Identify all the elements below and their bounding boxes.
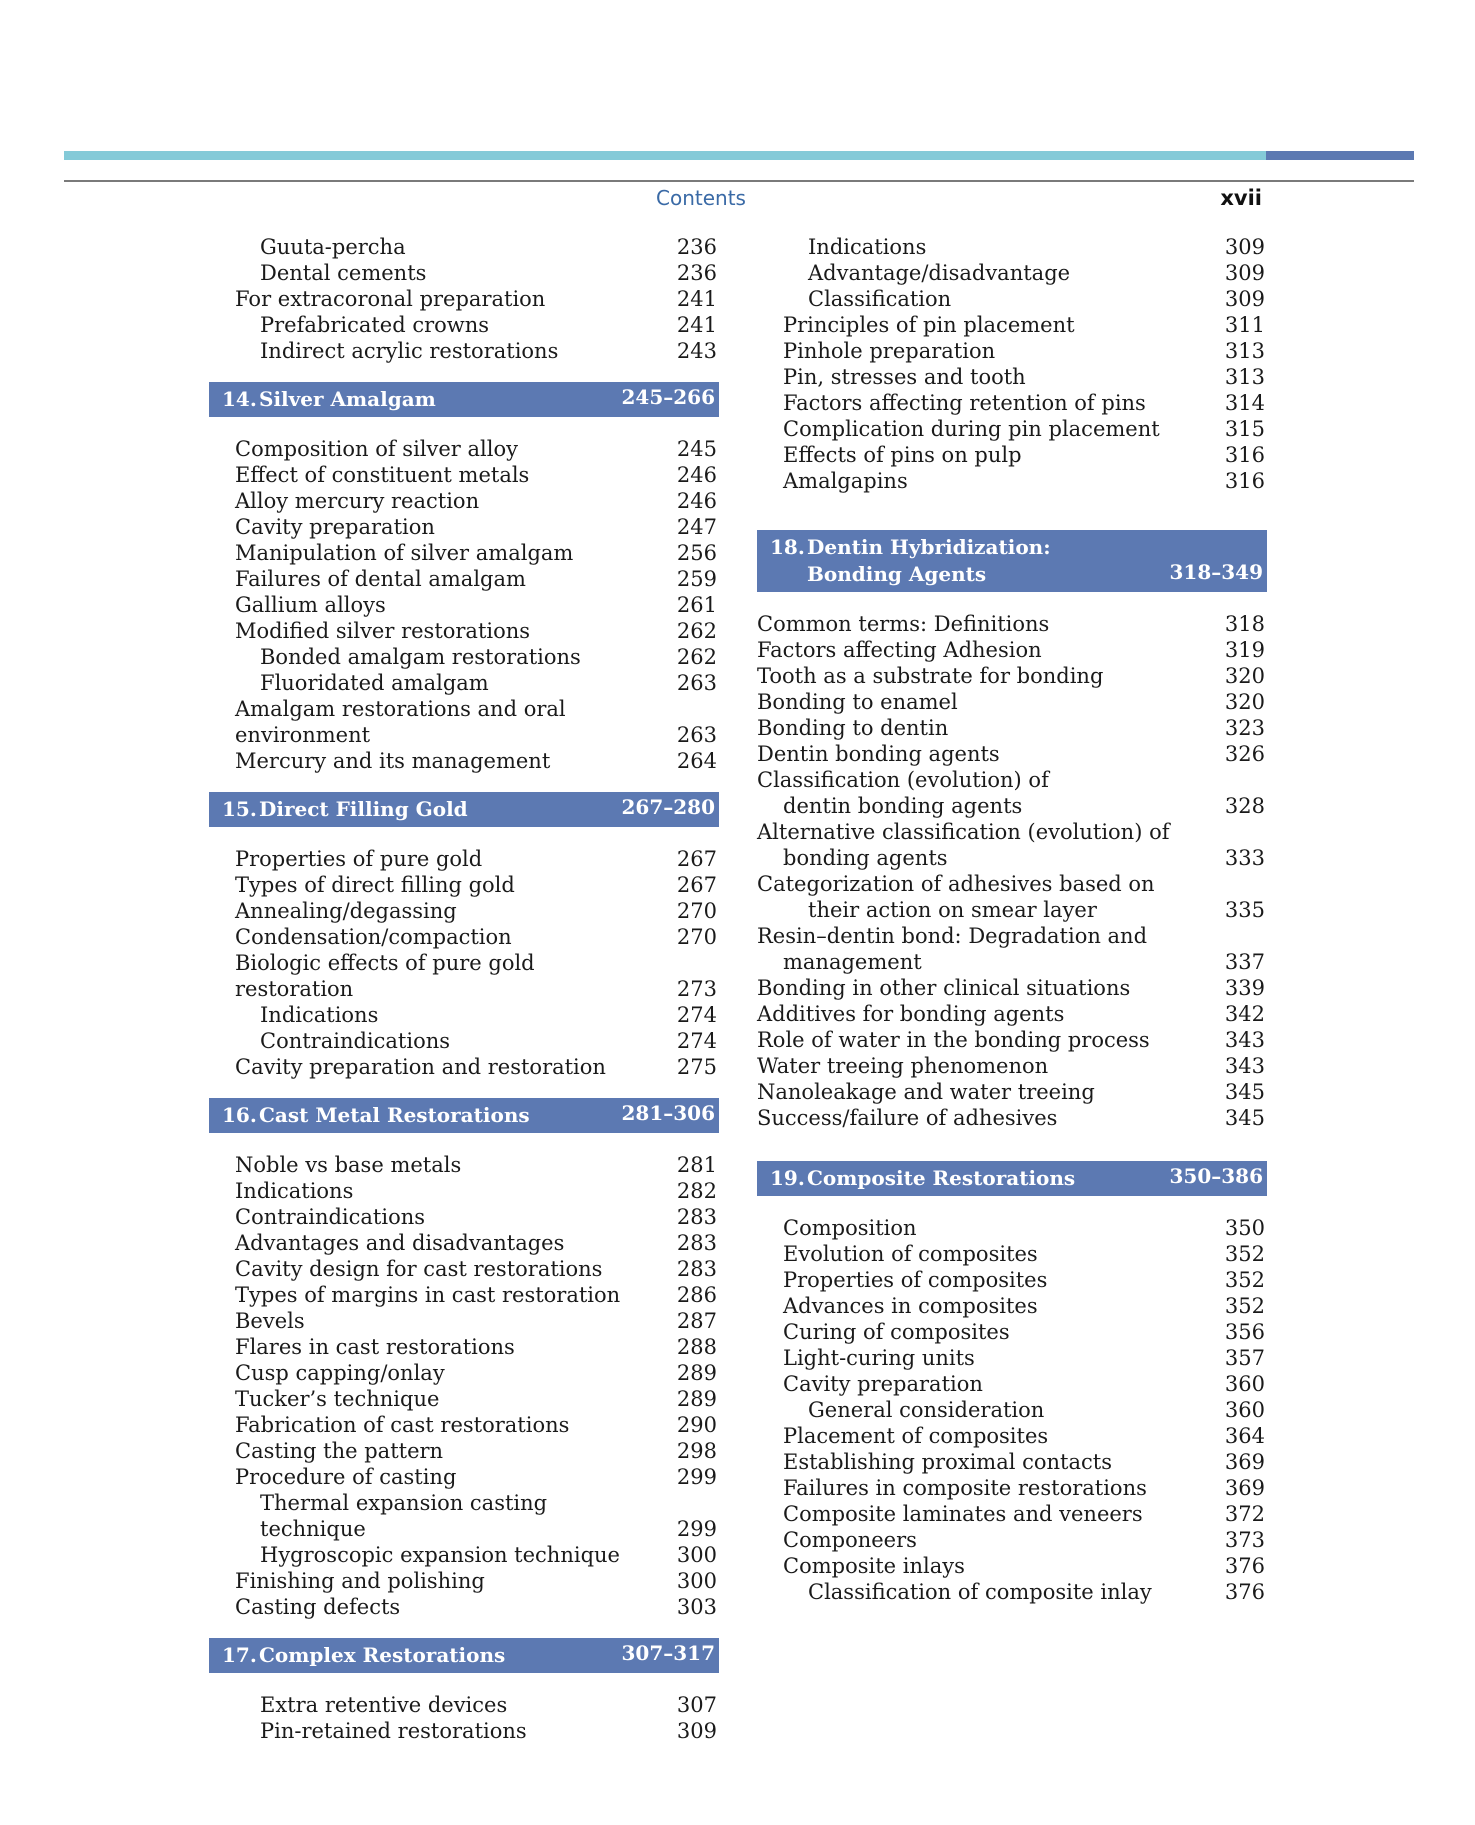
- toc-entry-title: Pin, stresses and tooth: [783, 365, 1026, 389]
- toc-entry-page: 267: [676, 847, 717, 871]
- toc-entry-page: 287: [676, 1309, 717, 1333]
- toc-entry-title: Noble vs base metals: [235, 1153, 462, 1177]
- toc-entry-title: Indications: [808, 235, 927, 259]
- chapter-number: 17.: [222, 1643, 257, 1667]
- toc-entry-title: Modified silver restorations: [235, 619, 531, 643]
- toc-entry[interactable]: [209, 670, 719, 696]
- toc-entry-title: Bonding in other clinical situations: [757, 976, 1131, 1000]
- toc-entry[interactable]: [757, 1423, 1267, 1449]
- toc-entry[interactable]: [209, 1256, 719, 1282]
- toc-entry[interactable]: [209, 1360, 719, 1386]
- toc-entry-page: 313: [1224, 365, 1265, 389]
- toc-entry-title: Bonding to dentin: [757, 716, 949, 740]
- toc-entry[interactable]: [757, 767, 1267, 819]
- toc-entry[interactable]: [209, 1152, 719, 1178]
- toc-entry-page: 283: [676, 1257, 717, 1281]
- toc-entry-page: 360: [1224, 1398, 1265, 1422]
- toc-entry[interactable]: [757, 871, 1267, 923]
- toc-entry-title: [757, 819, 1267, 871]
- toc-entry-title: Bonding to enamel: [757, 690, 958, 714]
- toc-entry-page: 259: [676, 567, 717, 591]
- toc-entry-page: 256: [676, 541, 717, 565]
- toc-entry-page: 323: [1224, 716, 1265, 740]
- toc-entry-title-line: Resin–dentin bond: Degradation and: [757, 924, 1148, 948]
- header-rule: [64, 180, 1414, 182]
- toc-entry-page: 376: [1224, 1554, 1265, 1578]
- toc-entry[interactable]: [209, 1594, 719, 1620]
- chapter-18-block: [757, 530, 1267, 592]
- toc-entry[interactable]: [757, 1241, 1267, 1267]
- toc-entry[interactable]: [757, 1105, 1267, 1131]
- toc-entry[interactable]: [209, 1490, 719, 1542]
- chapter-heading[interactable]: [209, 382, 719, 417]
- toc-entry-page: 241: [676, 287, 717, 311]
- toc-entry-title: Advantage/disadvantage: [808, 261, 1071, 285]
- toc-entry-page: 318: [1224, 612, 1265, 636]
- toc-entry-title: Tooth as a substrate for bonding: [757, 664, 1104, 688]
- toc-entry-page: 281: [676, 1153, 717, 1177]
- toc-entry[interactable]: [209, 1028, 719, 1054]
- toc-entry-page: 274: [676, 1003, 717, 1027]
- toc-entry[interactable]: [757, 1527, 1267, 1553]
- toc-entry[interactable]: [757, 1027, 1267, 1053]
- toc-entry-title: Light-curing units: [783, 1346, 975, 1370]
- toc-entry[interactable]: [209, 1178, 719, 1204]
- toc-entry-title: Alloy mercury reaction: [235, 489, 480, 513]
- toc-entry[interactable]: [209, 1412, 719, 1438]
- toc-entry-title-line: bonding agents: [783, 846, 948, 870]
- toc-entry[interactable]: [209, 898, 719, 924]
- toc-entry[interactable]: [757, 1475, 1267, 1501]
- toc-entry[interactable]: [757, 1371, 1267, 1397]
- toc-entry[interactable]: [757, 1079, 1267, 1105]
- toc-entry-page: 369: [1224, 1476, 1265, 1500]
- toc-entry-title-line: management: [783, 950, 922, 974]
- toc-entry[interactable]: [209, 592, 719, 618]
- toc-entry-page: 262: [676, 619, 717, 643]
- toc-entry-title: Failures in composite restorations: [783, 1476, 1147, 1500]
- toc-entry-page: 307: [676, 1693, 717, 1717]
- toc-entry-page: 236: [676, 235, 717, 259]
- toc-entry-title: Types of direct filling gold: [235, 873, 515, 897]
- toc-entry[interactable]: [209, 1308, 719, 1334]
- toc-entry-page: 343: [1224, 1028, 1265, 1052]
- toc-entry-page: 373: [1224, 1528, 1265, 1552]
- toc-entry-page: 289: [676, 1387, 717, 1411]
- toc-entry-title: Composite inlays: [783, 1554, 965, 1578]
- toc-entry-title: Annealing/degassing: [235, 899, 457, 923]
- toc-entry-page: 309: [1224, 287, 1265, 311]
- toc-entry-title: Effect of constituent metals: [235, 463, 530, 487]
- toc-entry-page: 352: [1224, 1294, 1265, 1318]
- toc-entry-title: Evolution of composites: [783, 1242, 1038, 1266]
- toc-entry-title: Classification of composite inlay: [808, 1580, 1152, 1604]
- toc-entry-title: Thermal expansion casting technique: [260, 1491, 548, 1541]
- toc-entry-title: Finishing and polishing: [235, 1569, 485, 1593]
- toc-entry-page: 247: [676, 515, 717, 539]
- toc-entry-page: 360: [1224, 1372, 1265, 1396]
- toc-entry[interactable]: [209, 462, 719, 488]
- toc-entry-page: 303: [676, 1595, 717, 1619]
- toc-entry-title: Fabrication of cast restorations: [235, 1413, 570, 1437]
- toc-entry-page: 357: [1224, 1346, 1265, 1370]
- toc-entry[interactable]: [757, 1345, 1267, 1371]
- chapter-pages: 281–306: [621, 1101, 715, 1125]
- toc-entry[interactable]: [209, 1438, 719, 1464]
- toc-entry-page: 313: [1224, 339, 1265, 363]
- toc-entry[interactable]: [209, 488, 719, 514]
- toc-entry-page: 290: [676, 1413, 717, 1437]
- toc-entry[interactable]: [209, 924, 719, 950]
- toc-entry-title: Types of margins in cast restoration: [235, 1283, 621, 1307]
- toc-entry-title: Success/failure of adhesives: [757, 1106, 1058, 1130]
- toc-entry-title: Bevels: [235, 1309, 305, 1333]
- toc-entry-page: 299: [676, 1465, 717, 1489]
- toc-entry[interactable]: [757, 1501, 1267, 1527]
- toc-entry-page: 261: [676, 593, 717, 617]
- toc-entry[interactable]: [757, 416, 1267, 442]
- toc-entry-title: Tucker’s technique: [235, 1387, 440, 1411]
- header-accent-band-dark: [1266, 151, 1414, 160]
- toc-entry-page: 246: [676, 489, 717, 513]
- toc-entry-page: 282: [676, 1179, 717, 1203]
- toc-entry[interactable]: [757, 975, 1267, 1001]
- toc-entry[interactable]: [209, 1204, 719, 1230]
- toc-entry-page: 309: [1224, 235, 1265, 259]
- toc-entry[interactable]: [757, 364, 1267, 390]
- toc-entry-title-line: dentin bonding agents: [783, 794, 1023, 818]
- toc-entry-title: Nanoleakage and water treeing: [757, 1080, 1095, 1104]
- toc-entry-page: 262: [676, 645, 717, 669]
- toc-entry-page: 316: [1224, 443, 1265, 467]
- toc-entry[interactable]: [757, 1579, 1267, 1605]
- toc-entry-page: 273: [676, 977, 717, 1001]
- toc-entry-title: General consideration: [808, 1398, 1045, 1422]
- toc-entry-page: 270: [676, 925, 717, 949]
- toc-entry-title: Advances in composites: [783, 1294, 1038, 1318]
- toc-entry[interactable]: [209, 644, 719, 670]
- toc-entry-page: 326: [1224, 742, 1265, 766]
- toc-entry[interactable]: [757, 442, 1267, 468]
- toc-entry-title: Cavity preparation: [783, 1372, 983, 1396]
- toc-entry-title: Advantages and disadvantages: [235, 1231, 565, 1255]
- toc-entry-title: [757, 923, 1267, 975]
- toc-entry-page: 320: [1224, 664, 1265, 688]
- toc-entry-title: Cavity design for cast restorations: [235, 1257, 603, 1281]
- toc-entry-page: 328: [1224, 794, 1265, 818]
- toc-entry-title: Guuta-percha: [260, 235, 406, 259]
- toc-entry[interactable]: [757, 234, 1267, 260]
- toc-entry-page: 342: [1224, 1002, 1265, 1026]
- toc-entry-page: 245: [676, 437, 717, 461]
- toc-entry-title: Placement of composites: [783, 1424, 1049, 1448]
- toc-entry[interactable]: [209, 286, 719, 312]
- toc-entry-title: Composition of silver alloy: [235, 437, 518, 461]
- toc-entry-title: Common terms: Definitions: [757, 612, 1050, 636]
- chapter-number: 16.: [222, 1103, 257, 1127]
- toc-entry-page: 335: [1224, 898, 1265, 922]
- toc-entry-page: 315: [1224, 417, 1265, 441]
- toc-entry-page: 314: [1224, 391, 1265, 415]
- toc-entry-title: Establishing proximal contacts: [783, 1450, 1112, 1474]
- toc-entry-page: 343: [1224, 1054, 1265, 1078]
- toc-entry-title-line: Classification (evolution) of: [757, 768, 1049, 792]
- toc-entry-page: 369: [1224, 1450, 1265, 1474]
- toc-entry-page: 274: [676, 1029, 717, 1053]
- toc-entry[interactable]: [209, 618, 719, 644]
- toc-entry[interactable]: [209, 1054, 719, 1080]
- toc-entry-title: Gallium alloys: [235, 593, 386, 617]
- toc-entry[interactable]: [209, 950, 719, 1002]
- toc-entry-page: 300: [676, 1543, 717, 1567]
- toc-entry[interactable]: [757, 1053, 1267, 1079]
- toc-entry-title: Properties of pure gold: [235, 847, 483, 871]
- toc-entry[interactable]: [757, 468, 1267, 494]
- toc-entry-page: 345: [1224, 1106, 1265, 1130]
- toc-entry[interactable]: [757, 715, 1267, 741]
- toc-entry-page: 376: [1224, 1580, 1265, 1604]
- toc-entry-title: Dental cements: [260, 261, 427, 285]
- toc-entry-title: Indications: [235, 1179, 354, 1203]
- toc-entry[interactable]: [757, 1553, 1267, 1579]
- toc-entry-title: Cavity preparation: [235, 515, 435, 539]
- toc-entry-title: Failures of dental amalgam: [235, 567, 526, 591]
- chapter-title: Direct Filling Gold: [259, 797, 468, 821]
- toc-entry-title: Properties of composites: [783, 1268, 1048, 1292]
- toc-entry-page: 352: [1224, 1242, 1265, 1266]
- toc-entry[interactable]: [757, 260, 1267, 286]
- chapter-pages: 307–317: [621, 1641, 715, 1665]
- toc-entry-page: 298: [676, 1439, 717, 1463]
- toc-entry[interactable]: [209, 1386, 719, 1412]
- toc-entry-title: Role of water in the bonding process: [757, 1028, 1150, 1052]
- toc-entry-title: Flares in cast restorations: [235, 1335, 515, 1359]
- toc-entry-page: 275: [676, 1055, 717, 1079]
- right-column: [757, 234, 1267, 1605]
- toc-entry-title: Factors affecting Adhesion: [757, 638, 1042, 662]
- toc-entry-title: Curing of composites: [783, 1320, 1010, 1344]
- chapter-title: Bonding Agents: [807, 562, 987, 586]
- toc-entry-title: [757, 767, 1267, 819]
- toc-entry-page: 270: [676, 899, 717, 923]
- toc-entry[interactable]: [757, 741, 1267, 767]
- chapter-pages: 350–386: [1169, 1164, 1263, 1188]
- toc-entry-title: Amalgapins: [783, 469, 908, 493]
- chapter-heading[interactable]: [209, 1638, 719, 1673]
- toc-entry-page: 300: [676, 1569, 717, 1593]
- chapter-title: Complex Restorations: [259, 1643, 506, 1667]
- toc-entry[interactable]: [209, 1718, 719, 1744]
- toc-entry-page: 364: [1224, 1424, 1265, 1448]
- page-number: xvii: [1220, 186, 1262, 210]
- toc-entry-page: 320: [1224, 690, 1265, 714]
- toc-entry-title: Hygroscopic expansion technique: [260, 1543, 620, 1567]
- toc-entry-page: 352: [1224, 1268, 1265, 1292]
- toc-entry[interactable]: [757, 819, 1267, 871]
- chapter-number: 15.: [222, 797, 257, 821]
- toc-entry[interactable]: [209, 234, 719, 260]
- toc-entry-page: 264: [676, 749, 717, 773]
- toc-entry-title-line: Alternative classification (evolution) of: [757, 820, 1170, 844]
- toc-entry-page: 309: [1224, 261, 1265, 285]
- toc-entry-page: 356: [1224, 1320, 1265, 1344]
- chapter-title: Silver Amalgam: [259, 387, 436, 411]
- toc-entry[interactable]: [209, 1334, 719, 1360]
- toc-entry[interactable]: [757, 338, 1267, 364]
- toc-entry[interactable]: [209, 1542, 719, 1568]
- toc-entry[interactable]: [757, 1001, 1267, 1027]
- toc-entry-title: Composite laminates and veneers: [783, 1502, 1143, 1526]
- toc-entry-title: Classification: [808, 287, 952, 311]
- toc-entry-title: Water treeing phenomenon: [757, 1054, 1049, 1078]
- toc-entry-page: 372: [1224, 1502, 1265, 1526]
- toc-entry-title: Componeers: [783, 1528, 917, 1552]
- toc-entry-page: 246: [676, 463, 717, 487]
- toc-entry[interactable]: [209, 748, 719, 774]
- toc-entry[interactable]: [209, 696, 719, 748]
- toc-entry-page: 288: [676, 1335, 717, 1359]
- chapter-heading[interactable]: [757, 530, 1267, 592]
- running-head: Contents: [656, 186, 746, 210]
- toc-entry-title: Prefabricated crowns: [260, 313, 490, 337]
- toc-entry-title: For extracoronal preparation: [235, 287, 546, 311]
- chapter-pages: 245–266: [621, 385, 715, 409]
- toc-entry-page: 263: [676, 671, 717, 695]
- toc-entry[interactable]: [757, 1215, 1267, 1241]
- toc-entry[interactable]: [209, 312, 719, 338]
- chapter-pages: 318–349: [1169, 560, 1263, 584]
- toc-entry-title: Biologic effects of pure gold restoration: [235, 951, 535, 1001]
- toc-entry-title: Extra retentive devices: [260, 1693, 508, 1717]
- toc-entry-page: 333: [1224, 846, 1265, 870]
- toc-entry-page: 316: [1224, 469, 1265, 493]
- toc-entry-title: Pin-retained restorations: [260, 1719, 527, 1743]
- toc-entry[interactable]: [757, 286, 1267, 312]
- toc-entry[interactable]: [209, 1230, 719, 1256]
- toc-entry-title: Composition: [783, 1216, 917, 1240]
- toc-entry-page: 267: [676, 873, 717, 897]
- toc-entry-title: Indirect acrylic restorations: [260, 339, 559, 363]
- toc-entry[interactable]: [209, 872, 719, 898]
- toc-entry[interactable]: [209, 566, 719, 592]
- toc-entry[interactable]: [757, 390, 1267, 416]
- header-accent-band: [64, 151, 1414, 160]
- toc-entry-title: Additives for bonding agents: [757, 1002, 1065, 1026]
- toc-entry-title: Casting defects: [235, 1595, 401, 1619]
- toc-entry[interactable]: [757, 312, 1267, 338]
- toc-entry-title: Factors affecting retention of pins: [783, 391, 1146, 415]
- toc-entry[interactable]: [209, 540, 719, 566]
- toc-entry-title: Procedure of casting: [235, 1465, 457, 1489]
- toc-entry-page: 319: [1224, 638, 1265, 662]
- toc-entry-page: 241: [676, 313, 717, 337]
- toc-entry-title: Bonded amalgam restorations: [260, 645, 581, 669]
- toc-entry-title: Condensation/compaction: [235, 925, 512, 949]
- toc-entry-title: Fluoridated amalgam: [260, 671, 489, 695]
- chapter-19-block: [757, 1161, 1267, 1196]
- toc-entry[interactable]: [209, 1002, 719, 1028]
- toc-entry-page: 236: [676, 261, 717, 285]
- toc-entry-title: Contraindications: [235, 1205, 426, 1229]
- chapter-heading[interactable]: [209, 1098, 719, 1133]
- toc-entry[interactable]: [209, 1464, 719, 1490]
- toc-entry[interactable]: [757, 1293, 1267, 1319]
- chapter-title: Composite Restorations: [807, 1166, 1076, 1190]
- toc-entry-title: Cusp capping/onlay: [235, 1361, 445, 1385]
- toc-entry-title: Manipulation of silver amalgam: [235, 541, 574, 565]
- toc-entry-title-line: Categorization of adhesives based on: [757, 872, 1155, 896]
- toc-entry-title-line: their action on smear layer: [808, 898, 1097, 922]
- toc-entry[interactable]: [757, 1267, 1267, 1293]
- toc-entry[interactable]: [757, 663, 1267, 689]
- toc-entry[interactable]: [757, 923, 1267, 975]
- toc-entry[interactable]: [757, 689, 1267, 715]
- toc-entry[interactable]: [757, 637, 1267, 663]
- toc-entry[interactable]: [209, 846, 719, 872]
- toc-entry-page: 243: [676, 339, 717, 363]
- chapter-heading[interactable]: [757, 1161, 1267, 1196]
- toc-entry[interactable]: [757, 1449, 1267, 1475]
- toc-entry-title: Contraindications: [260, 1029, 451, 1053]
- toc-entry-page: 309: [676, 1719, 717, 1743]
- toc-entry-page: 299: [676, 1517, 717, 1541]
- toc-entry-title: Pinhole preparation: [783, 339, 996, 363]
- toc-entry-title: Complication during pin placement: [783, 417, 1160, 441]
- toc-entry-page: 283: [676, 1205, 717, 1229]
- toc-entry-page: 337: [1224, 950, 1265, 974]
- toc-entry[interactable]: [209, 260, 719, 286]
- toc-entry-title: Dentin bonding agents: [757, 742, 1000, 766]
- chapter-title: Cast Metal Restorations: [259, 1103, 530, 1127]
- chapter-number: 19.: [770, 1166, 805, 1190]
- toc-entry-title: [757, 871, 1267, 923]
- toc-entry-page: 339: [1224, 976, 1265, 1000]
- toc-entry-title: Amalgam restorations and oral environment: [235, 697, 566, 747]
- chapter-title: Dentin Hybridization:: [807, 535, 1051, 559]
- toc-entry-title: Effects of pins on pulp: [783, 443, 1022, 467]
- toc-entry[interactable]: [209, 514, 719, 540]
- toc-entry-page: 311: [1224, 313, 1265, 337]
- left-column: [209, 234, 719, 1744]
- toc-entry-title: Indications: [260, 1003, 379, 1027]
- toc-entry[interactable]: [209, 338, 719, 364]
- toc-entry[interactable]: [757, 611, 1267, 637]
- toc-entry-page: 289: [676, 1361, 717, 1385]
- toc-entry-title: Cavity preparation and restoration: [235, 1055, 606, 1079]
- toc-entry-page: 283: [676, 1231, 717, 1255]
- toc-entry-page: 350: [1224, 1216, 1265, 1240]
- chapter-pages: 267–280: [621, 795, 715, 819]
- toc-entry[interactable]: [757, 1397, 1267, 1423]
- toc-entry-title: Principles of pin placement: [783, 313, 1075, 337]
- toc-entry-page: 345: [1224, 1080, 1265, 1104]
- toc-entry-title: Mercury and its management: [235, 749, 551, 773]
- toc-entry[interactable]: [209, 1282, 719, 1308]
- toc-entry[interactable]: [209, 436, 719, 462]
- toc-entry-page: 286: [676, 1283, 717, 1307]
- toc-entry-title: Casting the pattern: [235, 1439, 444, 1463]
- toc-entry[interactable]: [209, 1692, 719, 1718]
- toc-entry[interactable]: [757, 1319, 1267, 1345]
- chapter-heading[interactable]: [209, 792, 719, 827]
- toc-entry[interactable]: [209, 1568, 719, 1594]
- chapter-number: 14.: [222, 387, 257, 411]
- toc-entry-page: 263: [676, 723, 717, 747]
- chapter-number: 18.: [770, 535, 805, 559]
